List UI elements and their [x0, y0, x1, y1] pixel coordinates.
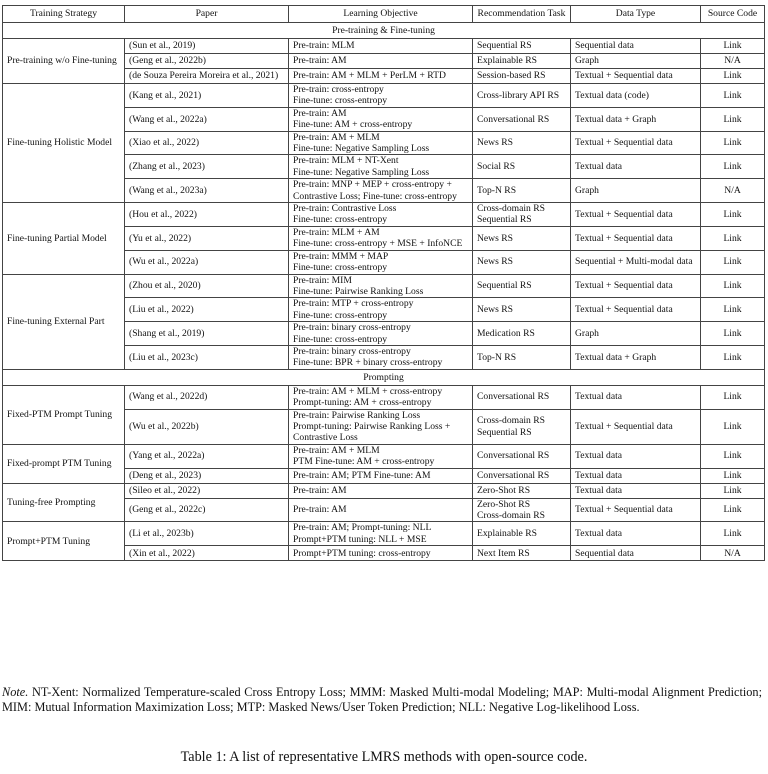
- lmrs-methods-table: [2, 5, 765, 561]
- objective-cell: [289, 345, 473, 369]
- task-line: Explainable RS: [477, 55, 537, 67]
- task-cell: [473, 522, 571, 546]
- source-code-cell: Link: [701, 483, 765, 498]
- task-line: Sequential RS: [477, 214, 532, 226]
- objective-line: Pre-train: MTP + cross-entropy: [293, 298, 414, 310]
- task-cell: [473, 203, 571, 227]
- paper-cell: (Wang et al., 2022a): [125, 107, 289, 131]
- task-cell: [473, 345, 571, 369]
- objective-cell: [289, 274, 473, 298]
- objective-line: Fine-tune: cross-entropy: [293, 333, 388, 345]
- source-code-cell: N/A: [701, 54, 765, 69]
- objective-line: Pre-train: AM + MLM: [293, 131, 380, 143]
- paper-cell: (Geng et al., 2022c): [125, 498, 289, 522]
- task-cell: [473, 54, 571, 69]
- source-code-cell: Link: [701, 84, 765, 108]
- source-code-cell: Link: [701, 322, 765, 346]
- task-line: Cross-domain RS: [477, 203, 545, 215]
- header-paper: Paper: [125, 6, 289, 23]
- paper-cell: (Geng et al., 2022b): [125, 54, 289, 69]
- header-training-strategy: Training Strategy: [3, 6, 125, 23]
- source-code-cell: Link: [701, 203, 765, 227]
- task-cell: [473, 131, 571, 155]
- task-line: Zero-Shot RS: [477, 498, 531, 510]
- paper-cell: (Wu et al., 2022b): [125, 409, 289, 444]
- paper-cell: (Li et al., 2023b): [125, 522, 289, 546]
- task-cell: [473, 444, 571, 468]
- source-code-cell: Link: [701, 131, 765, 155]
- note-label: Note.: [2, 685, 29, 699]
- task-line: News RS: [477, 232, 513, 244]
- objective-line: Fine-tune: cross-entropy + MSE + InfoNCE: [293, 238, 463, 250]
- data-type-cell: Textual + Sequential data: [571, 274, 701, 298]
- task-cell: [473, 498, 571, 522]
- objective-line: Pre-train: cross-entropy: [293, 84, 384, 95]
- objective-cell: [289, 546, 473, 561]
- source-code-cell: N/A: [701, 179, 765, 203]
- task-cell: [473, 409, 571, 444]
- objective-line: Pre-train: MLM + AM: [293, 226, 380, 238]
- table-row: [3, 203, 765, 227]
- objective-line: PTM Fine-tune: AM + cross-entropy: [293, 456, 435, 468]
- source-code-cell: Link: [701, 409, 765, 444]
- data-type-cell: Textual + Sequential data: [571, 203, 701, 227]
- table-caption: Table 1: A list of representative LMRS methods with open-source code.: [180, 749, 588, 765]
- strategy-cell: Fine-tuning External Part: [3, 274, 125, 369]
- paper-cell: (Wang et al., 2023a): [125, 179, 289, 203]
- source-code-cell: Link: [701, 498, 765, 522]
- source-code-cell: Link: [701, 298, 765, 322]
- task-line: Cross-domain RS: [477, 415, 545, 427]
- task-line: Conversational RS: [477, 113, 550, 125]
- source-code-cell: Link: [701, 155, 765, 179]
- task-cell: [473, 274, 571, 298]
- objective-line: Pre-train: AM; Prompt-tuning: NLL: [293, 522, 432, 534]
- objective-cell: [289, 69, 473, 84]
- task-line: Sequential RS: [477, 280, 532, 292]
- header-recommendation-task: Recommendation Task: [473, 6, 571, 23]
- objective-cell: [289, 468, 473, 483]
- data-type-cell: Textual data: [571, 522, 701, 546]
- paper-cell: (Liu et al., 2023c): [125, 345, 289, 369]
- objective-cell: [289, 155, 473, 179]
- objective-line: Pre-train: binary cross-entropy: [293, 322, 411, 334]
- task-cell: [473, 385, 571, 409]
- objective-line: Pre-train: AM: [293, 55, 347, 67]
- task-cell: [473, 298, 571, 322]
- source-code-cell: Link: [701, 107, 765, 131]
- objective-line: Pre-train: AM: [293, 504, 347, 516]
- paper-cell: (Liu et al., 2022): [125, 298, 289, 322]
- strategy-cell: Pre-training w/o Fine-tuning: [3, 39, 125, 84]
- paper-cell: (Zhang et al., 2023): [125, 155, 289, 179]
- header-learning-objective: Learning Objective: [289, 6, 473, 23]
- objective-cell: [289, 131, 473, 155]
- task-line: Medication RS: [477, 327, 535, 339]
- objective-line: Fine-tune: Pairwise Ranking Loss: [293, 285, 424, 297]
- task-cell: [473, 468, 571, 483]
- task-line: Top-N RS: [477, 184, 517, 196]
- data-type-cell: Sequential + Multi-modal data: [571, 250, 701, 274]
- data-type-cell: Textual + Sequential data: [571, 409, 701, 444]
- strategy-cell: Fixed-PTM Prompt Tuning: [3, 385, 125, 444]
- data-type-cell: Sequential data: [571, 546, 701, 561]
- strategy-cell: Fine-tuning Partial Model: [3, 203, 125, 274]
- source-code-cell: N/A: [701, 546, 765, 561]
- task-cell: [473, 39, 571, 54]
- objective-line: Fine-tune: Negative Sampling Loss: [293, 143, 430, 155]
- data-type-cell: Sequential data: [571, 39, 701, 54]
- source-code-cell: Link: [701, 69, 765, 84]
- paper-cell: (de Souza Pereira Moreira et al., 2021): [125, 69, 289, 84]
- table-row: [3, 483, 765, 498]
- source-code-cell: Link: [701, 250, 765, 274]
- paper-cell: (Shang et al., 2019): [125, 322, 289, 346]
- data-type-cell: Textual + Sequential data: [571, 298, 701, 322]
- source-code-cell: Link: [701, 468, 765, 483]
- task-line: Zero-Shot RS: [477, 484, 531, 496]
- table-row: [3, 385, 765, 409]
- task-line: Explainable RS: [477, 528, 537, 540]
- note-text: NT-Xent: Normalized Temperature-scaled Cross Entropy Loss; MMM: Masked Multi-modal Modeling; MAP: Multi-modal Alignment Prediction; MIM: Mutual Information Maximization Loss; MTP: Masked News/User Token Prediction; NLL: Negative Log-likelihood Loss.: [2, 685, 762, 714]
- header-data-type: Data Type: [571, 6, 701, 23]
- objective-line: Fine-tune: AM + cross-entropy: [293, 119, 413, 131]
- objective-cell: [289, 203, 473, 227]
- task-cell: [473, 84, 571, 108]
- task-line: Sequential RS: [477, 40, 532, 52]
- header-row: [3, 6, 765, 23]
- data-type-cell: Textual + Sequential data: [571, 498, 701, 522]
- paper-cell: (Deng et al., 2023): [125, 468, 289, 483]
- paper-cell: (Yang et al., 2022a): [125, 444, 289, 468]
- objective-line: Prompt+PTM tuning: NLL + MSE: [293, 533, 427, 545]
- objective-cell: [289, 322, 473, 346]
- objective-cell: [289, 483, 473, 498]
- data-type-cell: Textual data + Graph: [571, 107, 701, 131]
- objective-line: Contrastive Loss; Fine-tune: cross-entropy: [293, 190, 457, 202]
- paper-cell: (Sun et al., 2019): [125, 39, 289, 54]
- strategy-cell: Fine-tuning Holistic Model: [3, 84, 125, 203]
- section-row: [3, 23, 765, 39]
- source-code-cell: Link: [701, 522, 765, 546]
- task-line: Cross-library API RS: [477, 89, 560, 101]
- task-line: Social RS: [477, 161, 516, 173]
- task-line: Cross-domain RS: [477, 510, 545, 521]
- objective-cell: [289, 522, 473, 546]
- objective-line: Pre-train: MMM + MAP: [293, 250, 389, 262]
- objective-line: Pre-train: AM + MLM + cross-entropy: [293, 385, 443, 397]
- table-row: [3, 274, 765, 298]
- paper-cell: (Xiao et al., 2022): [125, 131, 289, 155]
- objective-cell: [289, 179, 473, 203]
- objective-line: Pre-train: AM + MLM: [293, 444, 380, 456]
- strategy-cell: Fixed-prompt PTM Tuning: [3, 444, 125, 483]
- table-row: [3, 39, 765, 54]
- table-row: [3, 444, 765, 468]
- objective-line: Pre-train: AM + MLM + PerLM + RTD: [293, 70, 446, 82]
- task-cell: [473, 322, 571, 346]
- task-line: Conversational RS: [477, 469, 550, 481]
- table-row: [3, 84, 765, 108]
- objective-line: Pre-train: binary cross-entropy: [293, 345, 411, 357]
- paper-cell: (Wang et al., 2022d): [125, 385, 289, 409]
- objective-line: Pre-train: Contrastive Loss: [293, 203, 397, 215]
- task-line: News RS: [477, 256, 513, 268]
- data-type-cell: Textual + Sequential data: [571, 69, 701, 84]
- task-line: Top-N RS: [477, 351, 517, 363]
- data-type-cell: Textual data (code): [571, 84, 701, 108]
- task-line: News RS: [477, 304, 513, 316]
- objective-cell: [289, 107, 473, 131]
- source-code-cell: Link: [701, 39, 765, 54]
- task-line: News RS: [477, 137, 513, 149]
- paper-cell: (Yu et al., 2022): [125, 226, 289, 250]
- task-line: Session-based RS: [477, 70, 546, 82]
- objective-line: Fine-tune: cross-entropy: [293, 262, 388, 274]
- paper-cell: (Wu et al., 2022a): [125, 250, 289, 274]
- source-code-cell: Link: [701, 274, 765, 298]
- table-row: [3, 522, 765, 546]
- paper-cell: (Hou et al., 2022): [125, 203, 289, 227]
- task-line: Conversational RS: [477, 450, 550, 462]
- objective-cell: [289, 84, 473, 108]
- section-prompting: Prompting: [3, 369, 765, 385]
- header-source-code: Source Code: [701, 6, 765, 23]
- objective-line: Pre-train: Pairwise Ranking Loss: [293, 409, 421, 421]
- objective-line: Pre-train: AM: [293, 484, 347, 496]
- task-line: Sequential RS: [477, 426, 532, 438]
- objective-line: Pre-train: AM; PTM Fine-tune: AM: [293, 469, 431, 481]
- objective-cell: [289, 409, 473, 444]
- paper-cell: (Zhou et al., 2020): [125, 274, 289, 298]
- objective-cell: [289, 39, 473, 54]
- section-pretraining-finetuning: Pre-training & Fine-tuning: [3, 23, 765, 39]
- data-type-cell: Textual data + Graph: [571, 345, 701, 369]
- objective-line: Prompt-tuning: AM + cross-entropy: [293, 397, 432, 409]
- objective-line: Fine-tune: Negative Sampling Loss: [293, 166, 430, 178]
- data-type-cell: Graph: [571, 322, 701, 346]
- objective-line: Pre-train: MNP + MEP + cross-entropy +: [293, 179, 452, 191]
- objective-line: Fine-tune: cross-entropy: [293, 214, 388, 226]
- source-code-cell: Link: [701, 444, 765, 468]
- objective-cell: [289, 385, 473, 409]
- task-cell: [473, 546, 571, 561]
- strategy-cell: Prompt+PTM Tuning: [3, 522, 125, 561]
- paper-cell: (Xin et al., 2022): [125, 546, 289, 561]
- task-cell: [473, 179, 571, 203]
- objective-cell: [289, 444, 473, 468]
- data-type-cell: Graph: [571, 179, 701, 203]
- objective-line: Prompt-tuning: Pairwise Ranking Loss +: [293, 420, 451, 432]
- objective-cell: [289, 54, 473, 69]
- objective-cell: [289, 298, 473, 322]
- objective-line: Fine-tune: cross-entropy: [293, 95, 388, 107]
- data-type-cell: Textual + Sequential data: [571, 131, 701, 155]
- data-type-cell: Graph: [571, 54, 701, 69]
- objective-cell: [289, 226, 473, 250]
- data-type-cell: Textual + Sequential data: [571, 226, 701, 250]
- task-cell: [473, 69, 571, 84]
- source-code-cell: Link: [701, 345, 765, 369]
- objective-line: Fine-tune: BPR + binary cross-entropy: [293, 357, 443, 369]
- task-line: Conversational RS: [477, 391, 550, 403]
- data-type-cell: Textual data: [571, 444, 701, 468]
- task-cell: [473, 483, 571, 498]
- task-cell: [473, 226, 571, 250]
- objective-line: Fine-tune: cross-entropy: [293, 309, 388, 321]
- data-type-cell: Textual data: [571, 468, 701, 483]
- objective-line: Pre-train: MLM + NT-Xent: [293, 155, 399, 167]
- data-type-cell: Textual data: [571, 385, 701, 409]
- paper-cell: (Sileo et al., 2022): [125, 483, 289, 498]
- objective-cell: [289, 250, 473, 274]
- objective-line: Contrastive Loss: [293, 432, 358, 444]
- section-row: [3, 369, 765, 385]
- objective-line: Prompt+PTM tuning: cross-entropy: [293, 547, 431, 559]
- strategy-cell: Tuning-free Prompting: [3, 483, 125, 522]
- source-code-cell: Link: [701, 385, 765, 409]
- objective-line: Pre-train: MIM: [293, 274, 352, 286]
- task-cell: [473, 155, 571, 179]
- objective-line: Pre-train: AM: [293, 107, 347, 119]
- objective-cell: [289, 498, 473, 522]
- paper-cell: (Kang et al., 2021): [125, 84, 289, 108]
- table-note: [2, 685, 762, 715]
- source-code-cell: Link: [701, 226, 765, 250]
- task-line: Next Item RS: [477, 547, 530, 559]
- data-type-cell: Textual data: [571, 155, 701, 179]
- objective-line: Pre-train: MLM: [293, 40, 355, 52]
- task-cell: [473, 107, 571, 131]
- task-cell: [473, 250, 571, 274]
- data-type-cell: Textual data: [571, 483, 701, 498]
